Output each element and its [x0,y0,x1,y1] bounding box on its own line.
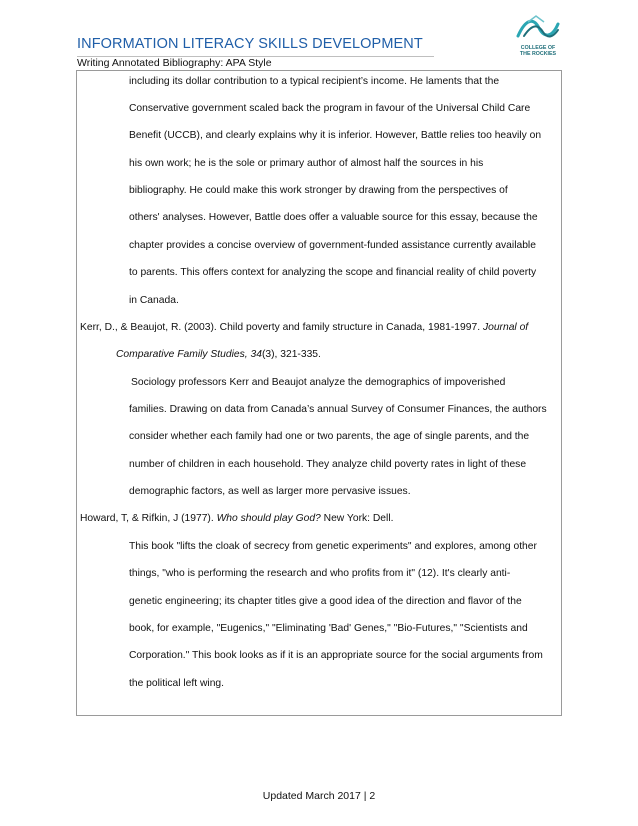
logo-text [506,45,570,57]
battle-annotation-line: bibliography. He could make this work stronger by drawing from the perspectives of [129,185,508,196]
kerr-citation-line1 [80,322,528,333]
kerr-annotation-line: Sociology professors Kerr and Beaujot analyze the demographics of impoverished [131,377,506,388]
kerr-annotation-line: number of children in each household. They analyze child poverty rates in light of these [129,459,527,470]
howard-publisher: New York: Dell. [320,513,394,524]
page-footer: Updated March 2017 | 2 [262,790,376,802]
battle-annotation-line: to parents. This offers context for analyzing the scope and financial reality of child poverty [129,267,537,278]
howard-authors: Howard, T, & Rifkin, J (1977). [80,513,217,524]
kerr-annotation-line: families. Drawing on data from Canada’s annual Survey of Consumer Finances, the authors [129,404,547,415]
kerr-journal-part2: Comparative Family Studies, 34 [116,349,262,360]
howard-annotation-line: book, for example, "Eugenics," "Eliminating 'Bad' Genes," "Bio-Futures," "Scientists and [129,623,528,634]
howard-citation [80,513,393,524]
kerr-annotation-line: consider whether each family had one or two parents, the age of single parents, and the [129,431,530,442]
kerr-citation-line2 [116,349,321,360]
battle-annotation-line: others' analyses. However, Battle does offer a valuable source for this essay, because the [129,212,538,223]
howard-title: Who should play God? [216,513,321,524]
battle-annotation-line: in Canada. [129,295,179,306]
kerr-issue-pages: (3), 321-335. [261,349,321,360]
howard-annotation-line: things, "who is performing the research and who profits from it" (12). It's clearly anti- [129,568,511,579]
howard-annotation-line: This book "lifts the cloak of secrecy from genetic experiments" and explores, among other [129,541,537,552]
college-logo [506,14,570,68]
howard-annotation-line: Corporation." This book looks as if it is an appropriate source for the social arguments from [129,650,543,661]
battle-annotation-line: his own work; he is the sole or primary author of almost half the sources in his [129,158,484,169]
battle-annotation-line: chapter provides a concise overview of government-funded assistance currently available [129,240,536,251]
kerr-annotation-line: demographic factors, as well as larger more pervasive issues. [129,486,411,497]
header-subtitle: Writing Annotated Bibliography: APA Style [77,57,272,69]
logo-text-line2: THE ROCKIES [519,51,557,57]
header-title: INFORMATION LITERACY SKILLS DEVELOPMENT [77,36,423,52]
battle-annotation-line: Benefit (UCCB), and clearly explains why it is inferior. However, Battle relies too heavily on [129,130,542,141]
battle-annotation-line: Conservative government scaled back the program in favour of the Universal Child Care [129,103,531,114]
kerr-journal-part1: Journal of [482,322,529,333]
mountain-wave-icon [514,14,562,42]
logo-text-line1: COLLEGE OF [520,45,556,51]
howard-annotation-line: the political left wing. [129,678,225,689]
kerr-authors-title: Kerr, D., & Beaujot, R. (2003). Child poverty and family structure in Canada, 1981-1997. [80,322,483,333]
battle-annotation-line: including its dollar contribution to a typical recipient’s income. He laments that the [129,76,500,87]
howard-annotation-line: genetic engineering; its chapter titles give a good idea of the direction and flavor of the [129,596,522,607]
